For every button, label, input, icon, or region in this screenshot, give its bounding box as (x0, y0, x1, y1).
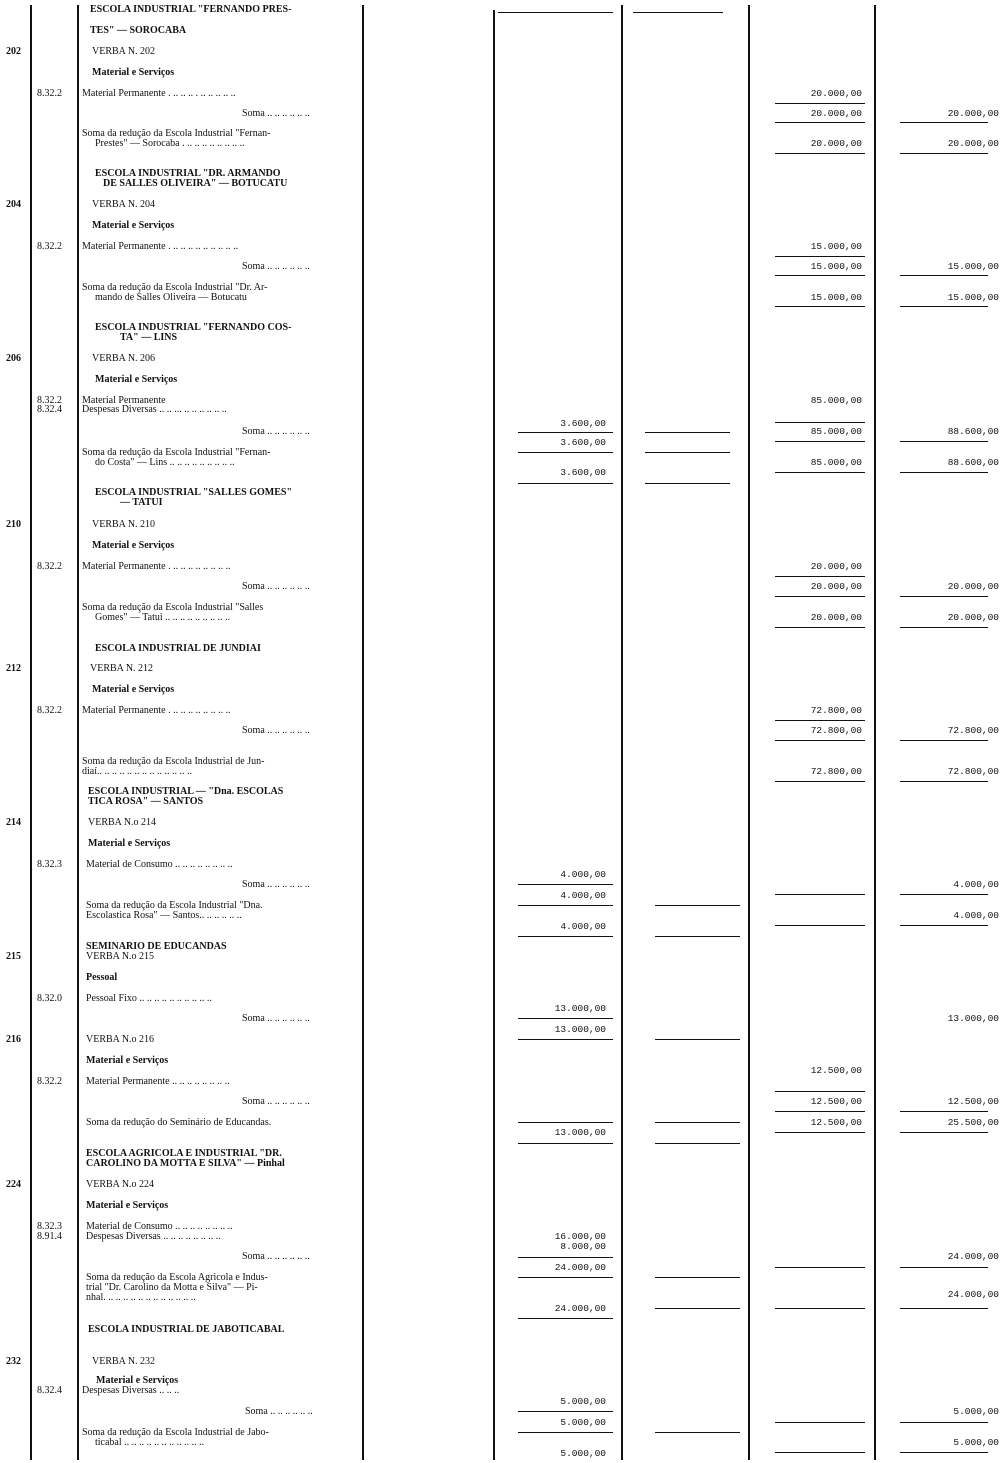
section-heading: TES" — SOROCABA (90, 25, 187, 36)
line-text: Gomes" — Tatui .. .. .. .. .. .. .. .. .. (95, 612, 231, 623)
line-text: Soma da redução da Escola Industrial "Dna. (86, 900, 263, 911)
line-text: VERBA N. 202 (92, 46, 156, 57)
column-rule (362, 5, 364, 1460)
sum-rule (900, 740, 988, 741)
verba-code: 224 (6, 1179, 21, 1190)
amount-col-3: 15.000,00 (810, 261, 862, 272)
verba-code: 204 (6, 199, 21, 210)
class-code: 8.32.3 (37, 859, 62, 870)
line-text: Despesas Diversas .. .. ... .. .. .. .. .. .. (82, 404, 227, 415)
sum-rule (900, 781, 988, 782)
line-text: Material Permanente (82, 395, 166, 406)
verba-code: 202 (6, 46, 21, 57)
sum-rule (900, 472, 988, 473)
section-heading: Material e Serviços (92, 220, 175, 231)
amount-col-4: 88.600,00 (947, 457, 999, 468)
class-code: 8.32.4 (37, 404, 62, 415)
line-text: Material de Consumo .. .. .. .. .. .. .. .. (86, 1221, 233, 1232)
sum-rule (775, 894, 865, 895)
sum-rule (518, 936, 613, 937)
sum-rule (655, 1432, 740, 1433)
sum-rule (775, 740, 865, 741)
sum-rule (518, 1257, 613, 1258)
sum-rule (775, 1452, 865, 1453)
sum-rule (655, 1143, 740, 1144)
line-text: Soma .. .. .. .. .. .. (242, 1013, 310, 1024)
sum-rule (518, 884, 613, 885)
amount-col-3: 85.000,00 (810, 426, 862, 437)
amount-col-4: 13.000,00 (947, 1013, 999, 1024)
amount-col-3: 12.500,00 (810, 1096, 862, 1107)
section-heading: Material e Serviços (92, 684, 175, 695)
line-text: VERBA N. 204 (92, 199, 156, 210)
line-text: VERBA N. 210 (92, 519, 156, 530)
section-heading: ESCOLA INDUSTRIAL DE JABOTICABAL (88, 1324, 285, 1335)
sum-rule (518, 1018, 613, 1019)
line-text: Soma .. .. .. .. .. .. (242, 725, 310, 736)
sum-rule (900, 1132, 988, 1133)
sum-rule (655, 936, 740, 937)
amount-col-4: 4.000,00 (953, 879, 999, 890)
amount-col-3: 20.000,00 (810, 108, 862, 119)
line-text: Material Permanente . .. .. .. .. .. .. .. .. .. (82, 241, 239, 252)
verba-code: 210 (6, 519, 21, 530)
sum-rule (775, 720, 865, 721)
line-text: Soma da redução da Escola Industrial de Jun- (82, 756, 265, 767)
line-text: Material Permanente . .. .. .. .. .. .. .. .. (82, 561, 231, 572)
amount-col-1: 3.600,00 (560, 437, 606, 448)
amount-col-4: 88.600,00 (947, 426, 999, 437)
sum-rule (775, 306, 865, 307)
column-rule (30, 5, 32, 1460)
line-text: Soma .. .. .. .. .. .. (242, 879, 310, 890)
sum-rule (775, 153, 865, 154)
line-text: Soma .. .. .. .. .. .. (242, 108, 310, 119)
header-rule (498, 12, 613, 13)
sum-rule (900, 627, 988, 628)
sum-rule (645, 452, 730, 453)
line-text: VERBA N. 212 (90, 663, 154, 674)
amount-col-3: 20.000,00 (810, 561, 862, 572)
sum-rule (775, 122, 865, 123)
section-heading: Material e Serviços (95, 374, 178, 385)
amount-col-4: 20.000,00 (947, 581, 999, 592)
sum-rule (655, 1308, 740, 1309)
column-rule (621, 5, 623, 1460)
verba-code: 215 (6, 951, 21, 962)
line-text: Soma .. .. .. .. .. .. (242, 426, 310, 437)
section-heading: DE SALLES OLIVEIRA" — BOTUCATU (103, 178, 288, 189)
amount-col-1: 5.000,00 (560, 1417, 606, 1428)
sum-rule (655, 1039, 740, 1040)
sum-rule (900, 925, 988, 926)
column-rule (77, 5, 79, 1460)
amount-col-4: 20.000,00 (947, 612, 999, 623)
sum-rule (518, 1318, 613, 1319)
amount-col-3: 20.000,00 (810, 581, 862, 592)
section-heading: ESCOLA INDUSTRIAL "FERNANDO PRES- (90, 4, 292, 15)
amount-col-1: 13.000,00 (554, 1127, 606, 1138)
sum-rule (775, 1091, 865, 1092)
section-heading: ESCOLA AGRICOLA E INDUSTRIAL "DR. (86, 1148, 282, 1159)
amount-col-1: 24.000,00 (554, 1262, 606, 1273)
section-heading: ESCOLA INDUSTRIAL "DR. ARMANDO (95, 168, 281, 179)
amount-col-3: 12.500,00 (810, 1065, 862, 1076)
sum-rule (775, 441, 865, 442)
line-text: Soma da redução da Escola Industrial de Jabo- (82, 1427, 269, 1438)
line-text: Soma .. .. .. .. .. .. (242, 1096, 310, 1107)
header-rule (633, 12, 723, 13)
sum-rule (655, 905, 740, 906)
sum-rule (518, 1277, 613, 1278)
amount-col-3: 85.000,00 (810, 395, 862, 406)
verba-code: 214 (6, 817, 21, 828)
line-text: do Costa" — Lins .. .. .. .. .. .. .. .. .. (95, 457, 235, 468)
section-heading: Material e Serviços (86, 1055, 169, 1066)
line-text: Soma da redução do Seminário de Educandas. (86, 1117, 272, 1128)
sum-rule (518, 432, 613, 433)
section-heading: ESCOLA INDUSTRIAL "SALLES GOMES" (95, 487, 292, 498)
class-code: 8.32.0 (37, 993, 62, 1004)
line-text: Soma .. .. .. .. .. .. (242, 581, 310, 592)
class-code: 8.32.3 (37, 1221, 62, 1232)
line-text: Despesas Diversas .. .. .. .. .. .. .. .. (86, 1231, 221, 1242)
sum-rule (775, 1308, 865, 1309)
amount-col-4: 15.000,00 (947, 261, 999, 272)
line-text: VERBA N.o 215 (86, 951, 155, 962)
verba-code: 206 (6, 353, 21, 364)
sum-rule (518, 483, 613, 484)
sum-rule (900, 1111, 988, 1112)
section-heading: Material e Serviços (88, 838, 171, 849)
line-text: VERBA N. 232 (92, 1356, 156, 1367)
line-text: nhal. .. .. .. .. .. .. .. .. .. .. .. .. (86, 1292, 196, 1303)
section-heading: TA" — LINS (120, 332, 178, 343)
class-code: 8.32.2 (37, 395, 62, 406)
sum-rule (775, 596, 865, 597)
class-code: 8.32.2 (37, 88, 62, 99)
section-heading: Material e Serviços (92, 540, 175, 551)
line-text: VERBA N.o 224 (86, 1179, 155, 1190)
line-text: trial "Dr. Carolino da Motta e Silva" — Pi- (86, 1282, 258, 1293)
amount-col-4: 25.500,00 (947, 1117, 999, 1128)
sum-rule (900, 1267, 988, 1268)
section-heading: Pessoal (86, 972, 118, 983)
amount-col-1: 13.000,00 (554, 1024, 606, 1035)
amount-col-1: 3.600,00 (560, 467, 606, 478)
column-rule (493, 10, 495, 1460)
sum-rule (900, 153, 988, 154)
sum-rule (518, 1411, 613, 1412)
amount-col-1: 16.000,00 (554, 1231, 606, 1242)
amount-col-4: 12.500,00 (947, 1096, 999, 1107)
sum-rule (775, 1422, 865, 1423)
line-text: Material de Consumo .. .. .. .. .. .. .. .. (86, 859, 233, 870)
sum-rule (775, 472, 865, 473)
sum-rule (775, 781, 865, 782)
line-text: Material Permanente .. .. .. .. .. .. .. .. (86, 1076, 230, 1087)
amount-col-1: 24.000,00 (554, 1303, 606, 1314)
line-text: Material Permanente . .. .. .. . .. .. .. .. .. (82, 88, 236, 99)
class-code: 8.32.2 (37, 705, 62, 716)
sum-rule (645, 483, 730, 484)
sum-rule (775, 275, 865, 276)
class-code: 8.32.2 (37, 561, 62, 572)
sum-rule (645, 432, 730, 433)
line-text: Soma da redução da Escola Industrial "Dr. Ar- (82, 282, 268, 293)
line-text: Soma .. .. .. .. .. .. (242, 1251, 310, 1262)
amount-col-3: 85.000,00 (810, 457, 862, 468)
line-text: Soma .. .. .. .. .. .. (245, 1406, 313, 1417)
section-heading: TICA ROSA" — SANTOS (88, 796, 204, 807)
amount-col-4: 15.000,00 (947, 292, 999, 303)
sum-rule (518, 905, 613, 906)
column-rule (748, 5, 750, 1460)
sum-rule (900, 441, 988, 442)
sum-rule (775, 1267, 865, 1268)
amount-col-3: 72.800,00 (810, 766, 862, 777)
section-heading: ESCOLA INDUSTRIAL "FERNANDO COS- (95, 322, 292, 333)
line-text: mando de Salles Oliveira — Botucatu (95, 292, 247, 303)
sum-rule (900, 596, 988, 597)
sum-rule (900, 1452, 988, 1453)
amount-col-1: 3.600,00 (560, 418, 606, 429)
amount-col-1: 5.000,00 (560, 1448, 606, 1459)
section-heading: CAROLINO DA MOTTA E SILVA" — Pinhal (86, 1158, 285, 1169)
sum-rule (775, 103, 865, 104)
section-heading: Material e Serviços (96, 1375, 179, 1386)
sum-rule (900, 894, 988, 895)
amount-col-3: 15.000,00 (810, 241, 862, 252)
sum-rule (655, 1122, 740, 1123)
sum-rule (775, 422, 865, 423)
class-code: 8.32.2 (37, 241, 62, 252)
verba-code: 232 (6, 1356, 21, 1367)
line-text: Soma da redução da Escola Industrial "Fernan- (82, 128, 271, 139)
amount-col-3: 20.000,00 (810, 612, 862, 623)
line-text: Prestes" — Sorocaba . .. .. .. .. .. .. .. .. (95, 138, 245, 149)
amount-col-3: 20.000,00 (810, 88, 862, 99)
line-text: Soma da redução da Escola Industrial "Salles (82, 602, 264, 613)
sum-rule (900, 275, 988, 276)
amount-col-3: 15.000,00 (810, 292, 862, 303)
amount-col-4: 5.000,00 (953, 1406, 999, 1417)
sum-rule (775, 576, 865, 577)
verba-code: 212 (6, 663, 21, 674)
section-heading: ESCOLA INDUSTRIAL — "Dna. ESCOLAS (88, 786, 284, 797)
line-text: Soma .. .. .. .. .. .. (242, 261, 310, 272)
amount-col-1: 4.000,00 (560, 890, 606, 901)
amount-col-1: 13.000,00 (554, 1003, 606, 1014)
line-text: Soma da redução da Escola Agricola e Indus- (86, 1272, 268, 1283)
line-text: ticabal .. .. .. .. .. .. .. .. .. .. .. (95, 1437, 205, 1448)
sum-rule (518, 1432, 613, 1433)
sum-rule (775, 925, 865, 926)
section-heading: — TATUI (120, 497, 163, 508)
amount-col-4: 4.000,00 (953, 910, 999, 921)
amount-col-3: 72.800,00 (810, 725, 862, 736)
amount-col-1: 5.000,00 (560, 1396, 606, 1407)
sum-rule (655, 1277, 740, 1278)
line-text: VERBA N. 206 (92, 353, 156, 364)
class-code: 8.32.4 (37, 1385, 62, 1396)
line-text: VERBA N.o 214 (88, 817, 157, 828)
sum-rule (518, 452, 613, 453)
amount-col-3: 20.000,00 (810, 138, 862, 149)
section-heading: SEMINARIO DE EDUCANDAS (86, 941, 227, 952)
amount-col-1: 8.000,00 (560, 1241, 606, 1252)
sum-rule (775, 1132, 865, 1133)
sum-rule (900, 1308, 988, 1309)
section-heading: Material e Serviços (86, 1200, 169, 1211)
amount-col-3: 72.800,00 (810, 705, 862, 716)
sum-rule (518, 1039, 613, 1040)
section-heading: Material e Serviços (92, 67, 175, 78)
line-text: Pessoal Fixo .. .. .. .. .. .. .. .. .. .. (86, 993, 212, 1004)
section-heading: ESCOLA INDUSTRIAL DE JUNDIAI (95, 643, 261, 654)
amount-col-4: 24.000,00 (947, 1251, 999, 1262)
sum-rule (900, 122, 988, 123)
sum-rule (775, 627, 865, 628)
amount-col-4: 5.000,00 (953, 1437, 999, 1448)
line-text: Escolastica Rosa" — Santos.. .. .. .. .. .. (86, 910, 242, 921)
line-text: VERBA N.o 216 (86, 1034, 155, 1045)
class-code: 8.91.4 (37, 1231, 62, 1242)
amount-col-4: 20.000,00 (947, 138, 999, 149)
amount-col-4: 24.000,00 (947, 1289, 999, 1300)
sum-rule (518, 1122, 613, 1123)
amount-col-1: 4.000,00 (560, 921, 606, 932)
amount-col-4: 72.800,00 (947, 725, 999, 736)
class-code: 8.32.2 (37, 1076, 62, 1087)
column-rule (874, 5, 876, 1460)
line-text: diaí.. .. .. .. .. .. .. .. .. .. .. .. .. (82, 766, 192, 777)
amount-col-4: 20.000,00 (947, 108, 999, 119)
line-text: Material Permanente . .. .. .. .. .. .. .. .. (82, 705, 231, 716)
amount-col-4: 72.800,00 (947, 766, 999, 777)
verba-code: 216 (6, 1034, 21, 1045)
sum-rule (518, 1143, 613, 1144)
sum-rule (900, 1422, 988, 1423)
sum-rule (900, 306, 988, 307)
amount-col-1: 4.000,00 (560, 869, 606, 880)
line-text: Soma da redução da Escola Industrial "Fernan- (82, 447, 271, 458)
line-text: Despesas Diversas .. .. .. (82, 1385, 180, 1396)
sum-rule (775, 1111, 865, 1112)
amount-col-3: 12.500,00 (810, 1117, 862, 1128)
sum-rule (775, 256, 865, 257)
